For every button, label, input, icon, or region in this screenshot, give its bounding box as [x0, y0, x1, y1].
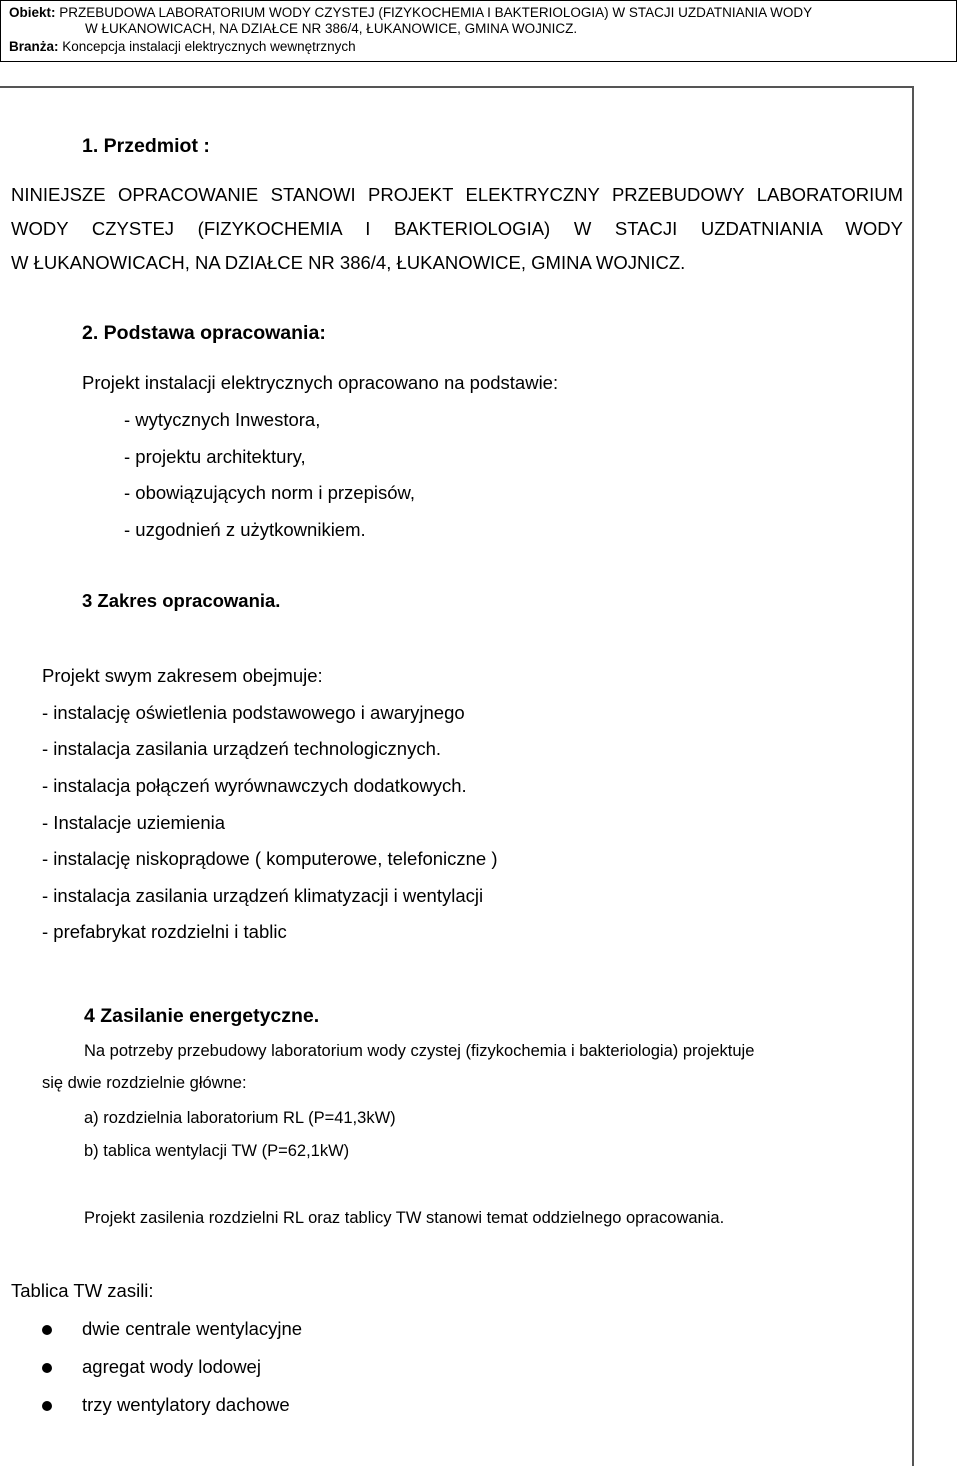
section-2-item: - uzgodnień z użytkownikiem. [124, 519, 366, 540]
section-4-line-1: Na potrzeby przebudowy laboratorium wody czystej (fizykochemia i bakteriologia) projektuje [84, 1042, 755, 1060]
tw-intro: Tablica TW zasili: [11, 1280, 154, 1301]
section-4-note: Projekt zasilenia rozdzielni RL oraz tablicy TW stanowi temat oddzielnego opracowania. [84, 1209, 725, 1227]
object-value: PRZEBUDOWA LABORATORIUM WODY CZYSTEJ (FIZYKOCHEMIA I BAKTERIOLOGIA) W STACJI UZDATNIANIA WODY [59, 5, 813, 20]
bullet-icon [42, 1401, 52, 1411]
section-2-item: - wytycznych Inwestora, [124, 409, 321, 430]
section-3-item: - prefabrykat rozdzielni i tablic [42, 921, 287, 942]
bullet-icon [42, 1325, 52, 1335]
section-3-item: - Instalacje uziemienia [42, 812, 226, 833]
section-3-item: - instalację niskoprądowe ( komputerowe, telefoniczne ) [42, 848, 498, 869]
section-3-item: - instalacja zasilania urządzeń technologicznych. [42, 738, 441, 759]
section-1-heading: 1. Przedmiot : [82, 135, 210, 157]
section-4-item-a: a) rozdzielnia laboratorium RL (P=41,3kW) [84, 1109, 396, 1127]
object-label: Obiekt: [9, 5, 56, 20]
branch-line [9, 38, 356, 55]
object-line-1 [9, 4, 812, 21]
tw-item: dwie centrale wentylacyjne [82, 1318, 303, 1339]
branch-label: Branża: [9, 39, 59, 54]
tw-item: agregat wody lodowej [82, 1356, 261, 1377]
section-3-item: - instalacja zasilania urządzeń klimatyzacji i wentylacji [42, 885, 484, 906]
object-line-2: W ŁUKANOWICACH, NA DZIAŁCE NR 386/4, ŁUKANOWICE, GMINA WOJNICZ. [85, 21, 578, 36]
bullet-icon [42, 1363, 52, 1373]
tw-item: trzy wentylatory dachowe [82, 1394, 290, 1415]
section-1-line-3: W ŁUKANOWICACH, NA DZIAŁCE NR 386/4, ŁUKANOWICE, GMINA WOJNICZ. [11, 252, 686, 273]
section-4-heading: 4 Zasilanie energetyczne. [84, 1005, 320, 1027]
branch-value: Koncepcja instalacji elektrycznych wewnętrznych [62, 39, 356, 54]
section-2-item: - projektu architektury, [124, 446, 306, 467]
section-3-item: - instalację oświetlenia podstawowego i awaryjnego [42, 702, 465, 723]
document-header [0, 0, 957, 62]
section-4-item-b: b) tablica wentylacji TW (P=62,1kW) [84, 1142, 350, 1160]
section-4-line-2: się dwie rozdzielnie główne: [42, 1074, 247, 1092]
section-2-item: - obowiązujących norm i przepisów, [124, 482, 415, 503]
section-2-intro: Projekt instalacji elektrycznych opracowano na podstawie: [82, 372, 559, 393]
section-1-line-1: NINIEJSZE OPRACOWANIE STANOWI PROJEKT ELEKTRYCZNY PRZEBUDOWY LABORATORIUM [11, 184, 903, 205]
section-1-line-2: WODY CZYSTEJ (FIZYKOCHEMIA I BAKTERIOLOGIA) W STACJI UZDATNIANIA WODY [11, 218, 903, 239]
section-3-heading: 3 Zakres opracowania. [82, 590, 281, 611]
section-3-item: - instalacja połączeń wyrównawczych dodatkowych. [42, 775, 467, 796]
section-2-heading: 2. Podstawa opracowania: [82, 322, 326, 344]
section-3-intro: Projekt swym zakresem obejmuje: [42, 665, 323, 686]
